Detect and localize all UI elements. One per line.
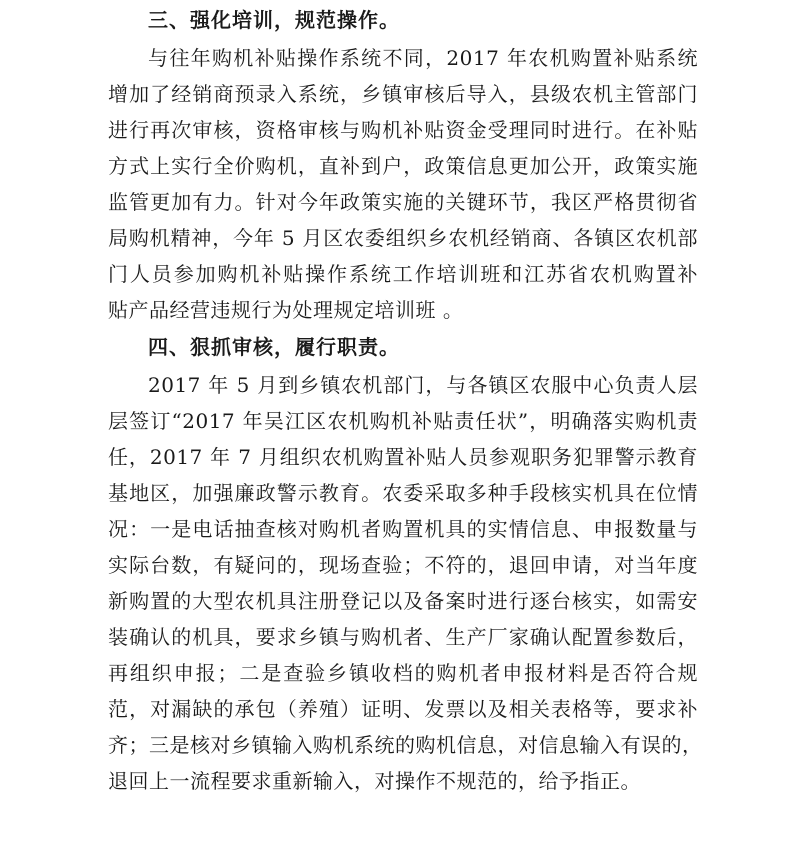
paragraph-line: 况：一是电话抽查核对购机者购置机具的实情信息、申报数量与 [108,517,698,541]
section-heading-training: 三、强化培训，规范操作。 [148,8,400,32]
paragraph-line: 2017 年 5 月到乡镇农机部门，与各镇区农服中心负责人层 [148,373,698,397]
paragraph-line: 门人员参加购机补贴操作系统工作培训班和江苏省农机购置补 [108,262,698,286]
paragraph-line: 增加了经销商预录入系统，乡镇审核后导入，县级农机主管部门 [108,82,698,106]
paragraph-line: 装确认的机具，要求乡镇与购机者、生产厂家确认配置参数后， [108,625,698,649]
paragraph-line: 齐；三是核对乡镇输入购机系统的购机信息，对信息输入有误的， [108,733,703,757]
paragraph-line: 实际台数，有疑问的，现场查验；不符的，退回申请，对当年度 [108,553,698,577]
paragraph-line: 贴产品经营违规行为处理规定培训班 。 [108,298,464,322]
paragraph-line: 范，对漏缺的承包（养殖）证明、发票以及相关表格等，要求补 [108,697,698,721]
paragraph-line: 基地区，加强廉政警示教育。农委采取多种手段核实机具在位情 [108,481,698,505]
paragraph-line: 新购置的大型农机具注册登记以及备案时进行逐台核实，如需安 [108,589,698,613]
paragraph-line: 方式上实行全价购机，直补到户，政策信息更加公开，政策实施 [108,154,698,178]
paragraph-line: 再组织申报；二是查验乡镇收档的购机者申报材料是否符合规 [108,661,698,685]
paragraph-line: 进行再次审核，资格审核与购机补贴资金受理同时进行。在补贴 [108,118,698,142]
paragraph-line: 监管更加有力。针对今年政策实施的关键环节，我区严格贯彻省 [108,190,698,214]
paragraph-line: 退回上一流程要求重新输入，对操作不规范的，给予指正。 [108,769,641,793]
paragraph-line: 任，2017 年 7 月组织农机购置补贴人员参观职务犯罪警示教育 [108,445,698,469]
section-heading-review: 四、狠抓审核，履行职责。 [148,335,400,359]
paragraph-line: 与往年购机补贴操作系统不同，2017 年农机购置补贴系统 [148,46,698,70]
paragraph-line: 局购机精神，今年 5 月区农委组织乡农机经销商、各镇区农机部 [108,226,698,250]
paragraph-line: 层签订“2017 年吴江区农机购机补贴责任状”，明确落实购机责 [108,409,698,433]
